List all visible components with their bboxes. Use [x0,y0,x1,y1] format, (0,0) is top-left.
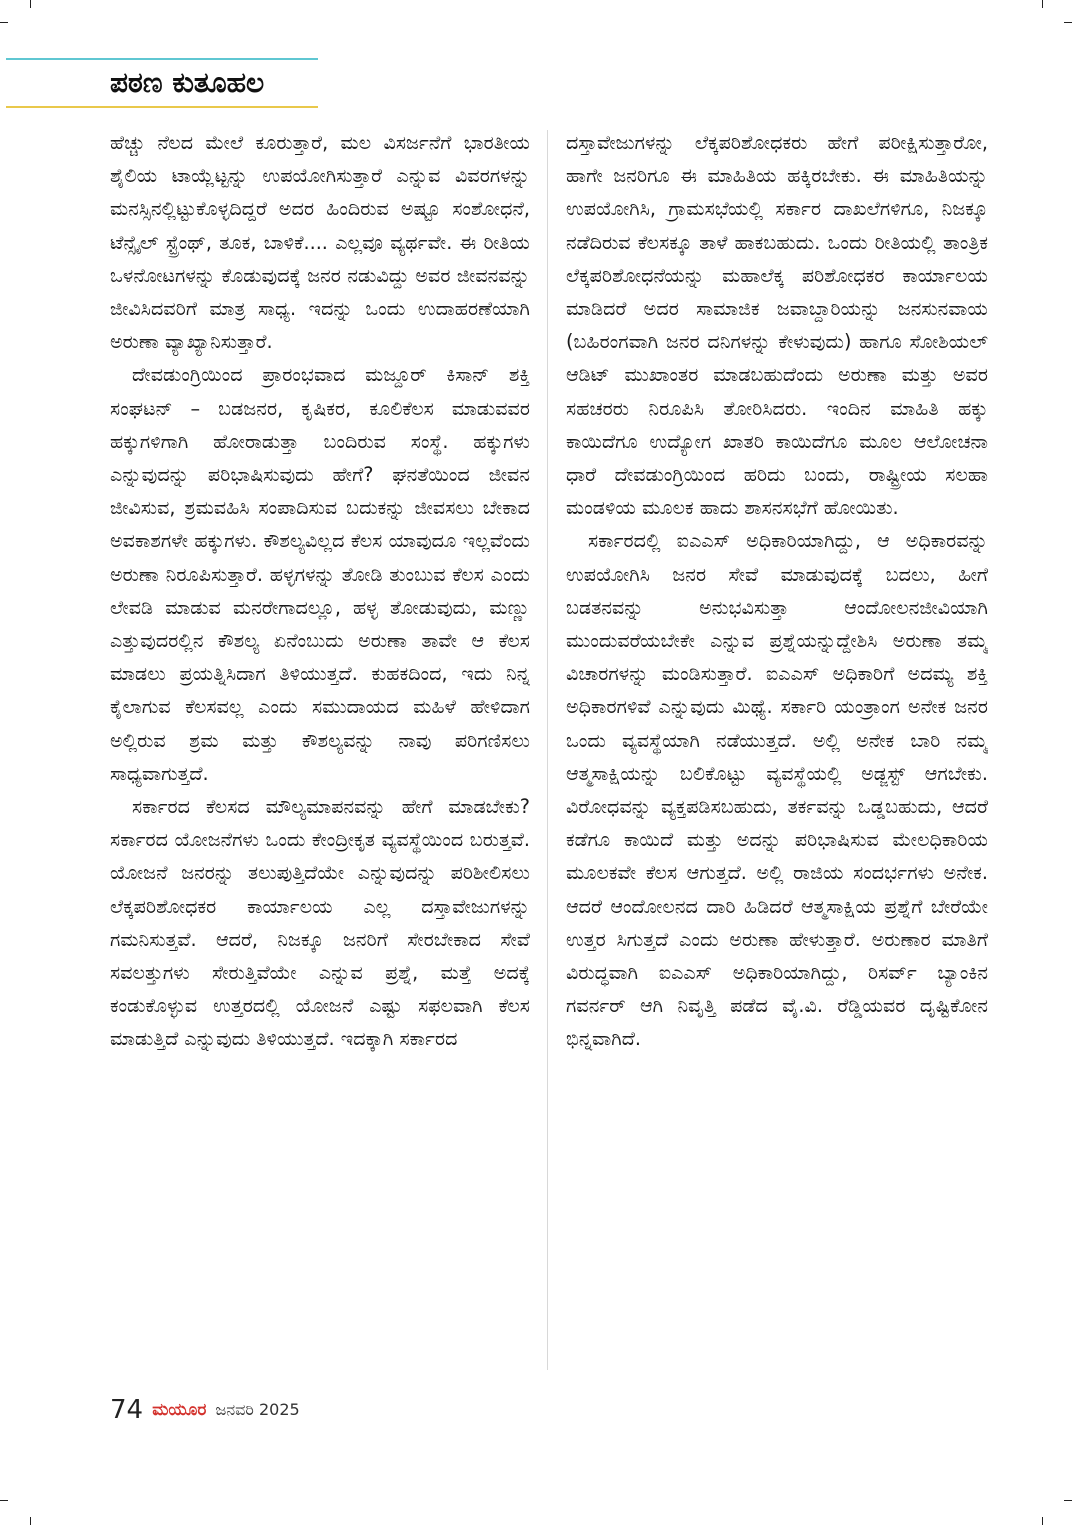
left-column [110,126,530,1376]
paragraph: ಹೆಚ್ಚು ನೆಲದ ಮೇಲೆ ಕೂರುತ್ತಾರೆ, ಮಲ ವಿಸರ್ಜನೆಗೆ ಭಾರತೀಯ ಶೈಲಿಯ ಟಾಯ್ಲೆಟ್ಟನ್ನು ಉಪಯೋಗಿಸುತ್ತಾರೆ ಎನ್ನುವ ವಿವರಗಳನ್ನು ಮನಸ್ಸಿನಲ್ಲಿಟ್ಟುಕೊಳ್ಳದಿದ್ದರೆ ಅದರ ಹಿಂದಿರುವ ಅಷ್ಟೂ ಸಂಶೋಧನೆ, ಟೆನ್ಸೈಲ್ ಸ್ಟ್ರೆಂಥ್, ತೂಕ, ಬಾಳಿಕೆ.... ಎಲ್ಲವೂ ವ್ಯರ್ಥವೇ. ಈ ರೀತಿಯ ಒಳನೋಟಗಳನ್ನು ಕೊಡುವುದಕ್ಕೆ ಜನರ ನಡುವಿದ್ದು ಅವರ ಜೀವನವನ್ನು ಜೀವಿಸಿದವರಿಗೆ ಮಾತ್ರ ಸಾಧ್ಯ. ಇದನ್ನು ಒಂದು ಉದಾಹರಣೆಯಾಗಿ ಅರುಣಾ ವ್ಯಾಖ್ಯಾನಿಸುತ್ತಾರೆ. [110,131,530,354]
header-rule-bottom [6,106,318,108]
section-header [0,58,318,108]
crop-mark [0,22,8,23]
paragraph: ದೇವಡುಂಗ್ರಿಯಿಂದ ಪ್ರಾರಂಭವಾದ ಮಜ್ದೂರ್ ಕಿಸಾನ್ ಶಕ್ತಿ ಸಂಘಟನ್ – ಬಡಜನರ, ಕೃಷಿಕರ, ಕೂಲಿಕೆಲಸ ಮಾಡುವವರ ಹಕ್ಕುಗಳಿಗಾಗಿ ಹೋರಾಡುತ್ತಾ ಬಂದಿರುವ ಸಂಸ್ಥೆ. ಹಕ್ಕುಗಳು ಎನ್ನುವುದನ್ನು ಪರಿಭಾಷಿಸುವುದು ಹೇಗೆ? ಘನತೆಯಿಂದ ಜೀವನ ಜೀವಿಸುವ, ಶ್ರಮವಹಿಸಿ ಸಂಪಾದಿಸುವ ಬದುಕನ್ನು ಜೀವಸಲು ಬೇಕಾದ ಅವಕಾಶಗಳೇ ಹಕ್ಕುಗಳು. ಕೌಶಲ್ಯವಿಲ್ಲದ ಕೆಲಸ ಯಾವುದೂ ಇಲ್ಲವೆಂದು ಅರುಣಾ ನಿರೂಪಿಸುತ್ತಾರೆ. ಹಳ್ಳಗಳನ್ನು ತೋಡಿ ತುಂಬುವ ಕೆಲಸ ಎಂದು ಲೇವಡಿ ಮಾಡುವ ಮನರೇಗಾದಲ್ಲೂ, ಹಳ್ಳ ತೋಡುವುದು, ಮಣ್ಣು ಎತ್ತುವುದರಲ್ಲಿನ ಕೌಶಲ್ಯ ಏನೆಂಬುದು ಅರುಣಾ ತಾವೇ ಆ ಕೆಲಸ ಮಾಡಲು ಪ್ರಯತ್ನಿಸಿದಾಗ ತಿಳಿಯುತ್ತದೆ. ಕುಹಕದಿಂದ, ಇದು ನಿನ್ನ ಕೈಲಾಗುವ ಕೆಲಸವಲ್ಲ ಎಂದು ಸಮುದಾಯದ ಮಹಿಳೆ ಹೇಳಿದಾಗ ಅಲ್ಲಿರುವ ಶ್ರಮ ಮತ್ತು ಕೌಶಲ್ಯವನ್ನು ನಾವು ಪರಿಗಣಿಸಲು ಸಾಧ್ಯವಾಗುತ್ತದೆ. [110,363,530,785]
crop-mark [30,0,31,8]
page-number: 74 [110,1395,144,1425]
page-footer [110,1392,300,1428]
paragraph: ಸರ್ಕಾರದ ಕೆಲಸದ ಮೌಲ್ಯಮಾಪನವನ್ನು ಹೇಗೆ ಮಾಡಬೇಕು? ಸರ್ಕಾರದ ಯೋಜನೆಗಳು ಒಂದು ಕೇಂದ್ರೀಕೃತ ವ್ಯವಸ್ಥೆಯಿಂದ ಬರುತ್ತವೆ. ಯೋಜನೆ ಜನರನ್ನು ತಲುಪುತ್ತಿದೆಯೇ ಎನ್ನುವುದನ್ನು ಪರಿಶೀಲಿಸಲು ಲೆಕ್ಕಪರಿಶೋಧಕರ ಕಾರ್ಯಾಲಯ ಎಲ್ಲ ದಸ್ತಾವೇಜುಗಳನ್ನು ಗಮನಿಸುತ್ತವೆ. ಆದರೆ, ನಿಜಕ್ಕೂ ಜನರಿಗೆ ಸೇರಬೇಕಾದ ಸೇವೆ ಸವಲತ್ತುಗಳು ಸೇರುತ್ತಿವೆಯೇ ಎನ್ನುವ ಪ್ರಶ್ನೆ, ಮತ್ತೆ ಅದಕ್ಕೆ ಕಂಡುಕೊಳ್ಳುವ ಉತ್ತರದಲ್ಲಿ ಯೋಜನೆ ಎಷ್ಟು ಸಫಲವಾಗಿ ಕೆಲಸ ಮಾಡುತ್ತಿದೆ ಎನ್ನುವುದು ತಿಳಿಯುತ್ತದೆ. ಇದಕ್ಕಾಗಿ ಸರ್ಕಾರದ [110,795,530,1051]
crop-mark [1042,0,1043,8]
right-column [566,126,988,1376]
crop-mark [1042,1517,1043,1525]
crop-mark [1064,22,1072,23]
header-rule-top [6,58,318,60]
crop-mark [30,1517,31,1525]
column-divider [547,130,548,1370]
section-title: ಪಠಣ ಕುತೂಹಲ [110,66,265,99]
issue-date: ಜನವರಿ 2025 [215,1400,300,1419]
paragraph: ದಸ್ತಾವೇಜುಗಳನ್ನು ಲೆಕ್ಕಪರಿಶೋಧಕರು ಹೇಗೆ ಪರೀಕ್ಷಿಸುತ್ತಾರೋ, ಹಾಗೇ ಜನರಿಗೂ ಈ ಮಾಹಿತಿಯ ಹಕ್ಕಿರಬೇಕು. ಈ ಮಾಹಿತಿಯನ್ನು ಉಪಯೋಗಿಸಿ, ಗ್ರಾಮಸಭೆಯಲ್ಲಿ ಸರ್ಕಾರ ದಾಖಲೆಗಳಿಗೂ, ನಿಜಕ್ಕೂ ನಡೆದಿರುವ ಕೆಲಸಕ್ಕೂ ತಾಳೆ ಹಾಕಬಹುದು. ಒಂದು ರೀತಿಯಲ್ಲಿ ತಾಂತ್ರಿಕ ಲೆಕ್ಕಪರಿಶೋಧನೆಯನ್ನು ಮಹಾಲೆಕ್ಕ ಪರಿಶೋಧಕರ ಕಾರ್ಯಾಲಯ ಮಾಡಿದರೆ ಅದರ ಸಾಮಾಜಿಕ ಜವಾಬ್ದಾರಿಯನ್ನು ಜನಸುನವಾಯ (ಬಹಿರಂಗವಾಗಿ ಜನರ ದನಿಗಳನ್ನು ಕೇಳುವುದು) ಹಾಗೂ ಸೋಶಿಯಲ್ ಆಡಿಟ್ ಮುಖಾಂತರ ಮಾಡಬಹುದೆಂದು ಅರುಣಾ ಮತ್ತು ಅವರ ಸಹಚರರು ನಿರೂಪಿಸಿ ತೋರಿಸಿದರು. ಇಂದಿನ ಮಾಹಿತಿ ಹಕ್ಕು ಕಾಯಿದೆಗೂ ಉದ್ಯೋಗ ಖಾತರಿ ಕಾಯಿದೆಗೂ ಮೂಲ ಆಲೋಚನಾ ಧಾರೆ ದೇವಡುಂಗ್ರಿಯಿಂದ ಹರಿದು ಬಂದು, ರಾಷ್ಟ್ರೀಯ ಸಲಹಾ ಮಂಡಳಿಯ ಮೂಲಕ ಹಾದು ಶಾಸನಸಭೆಗೆ ಹೋಯಿತು. [566,131,988,520]
magazine-logo: ಮಯೂರ [152,1400,207,1420]
crop-mark [0,1500,8,1501]
crop-mark [1064,1500,1072,1501]
paragraph: ಸರ್ಕಾರದಲ್ಲಿ ಐಎಎಸ್ ಅಧಿಕಾರಿಯಾಗಿದ್ದು, ಆ ಅಧಿಕಾರವನ್ನು ಉಪಯೋಗಿಸಿ ಜನರ ಸೇವೆ ಮಾಡುವುದಕ್ಕೆ ಬದಲು, ಹೀಗೆ ಬಡತನವನ್ನು ಅನುಭವಿಸುತ್ತಾ ಆಂದೋಲನಜೀವಿಯಾಗಿ ಮುಂದುವರೆಯಬೇಕೇ ಎನ್ನುವ ಪ್ರಶ್ನೆಯನ್ನುದ್ದೇಶಿಸಿ ಅರುಣಾ ತಮ್ಮ ವಿಚಾರಗಳನ್ನು ಮಂಡಿಸುತ್ತಾರೆ. ಐಎಎಸ್ ಅಧಿಕಾರಿಗೆ ಅದಮ್ಯ ಶಕ್ತಿ ಅಧಿಕಾರಗಳಿವೆ ಎನ್ನುವುದು ಮಿಥ್ಯೆ. ಸರ್ಕಾರಿ ಯಂತ್ರಾಂಗ ಅನೇಕ ಜನರ ಒಂದು ವ್ಯವಸ್ಥೆಯಾಗಿ ನಡೆಯುತ್ತದೆ. ಅಲ್ಲಿ ಅನೇಕ ಬಾರಿ ನಮ್ಮ ಆತ್ಮಸಾಕ್ಷಿಯನ್ನು ಬಲಿಕೊಟ್ಟು ವ್ಯವಸ್ಥೆಯಲ್ಲಿ ಅಡ್ಜಸ್ಟ್ ಆಗಬೇಕು. ವಿರೋಧವನ್ನು ವ್ಯಕ್ತಪಡಿಸಬಹುದು, ತರ್ಕವನ್ನು ಒಡ್ಡಬಹುದು, ಆದರೆ ಕಡೆಗೂ ಕಾಯಿದೆ ಮತ್ತು ಅದನ್ನು ಪರಿಭಾಷಿಸುವ ಮೇಲಧಿಕಾರಿಯ ಮೂಲಕವೇ ಕೆಲಸ ಆಗುತ್ತದೆ. ಅಲ್ಲಿ ರಾಜಿಯ ಸಂದರ್ಭಗಳು ಅನೇಕ. ಆದರೆ ಆಂದೋಲನದ ದಾರಿ ಹಿಡಿದರೆ ಆತ್ಮಸಾಕ್ಷಿಯ ಪ್ರಶ್ನೆಗೆ ಬೇರೆಯೇ ಉತ್ತರ ಸಿಗುತ್ತದೆ ಎಂದು ಅರುಣಾ ಹೇಳುತ್ತಾರೆ. ಅರುಣಾರ ಮಾತಿಗೆ ವಿರುದ್ಧವಾಗಿ ಐಎಎಸ್ ಅಧಿಕಾರಿಯಾಗಿದ್ದು, ರಿಸರ್ವ್ ಬ್ಯಾಂಕಿನ ಗವರ್ನರ್ ಆಗಿ ನಿವೃತ್ತಿ ಪಡೆದ ವೈ.ವಿ. ರೆಡ್ಡಿಯವರ ದೃಷ್ಟಿಕೋನ ಭಿನ್ನವಾಗಿದೆ. [566,529,988,1051]
